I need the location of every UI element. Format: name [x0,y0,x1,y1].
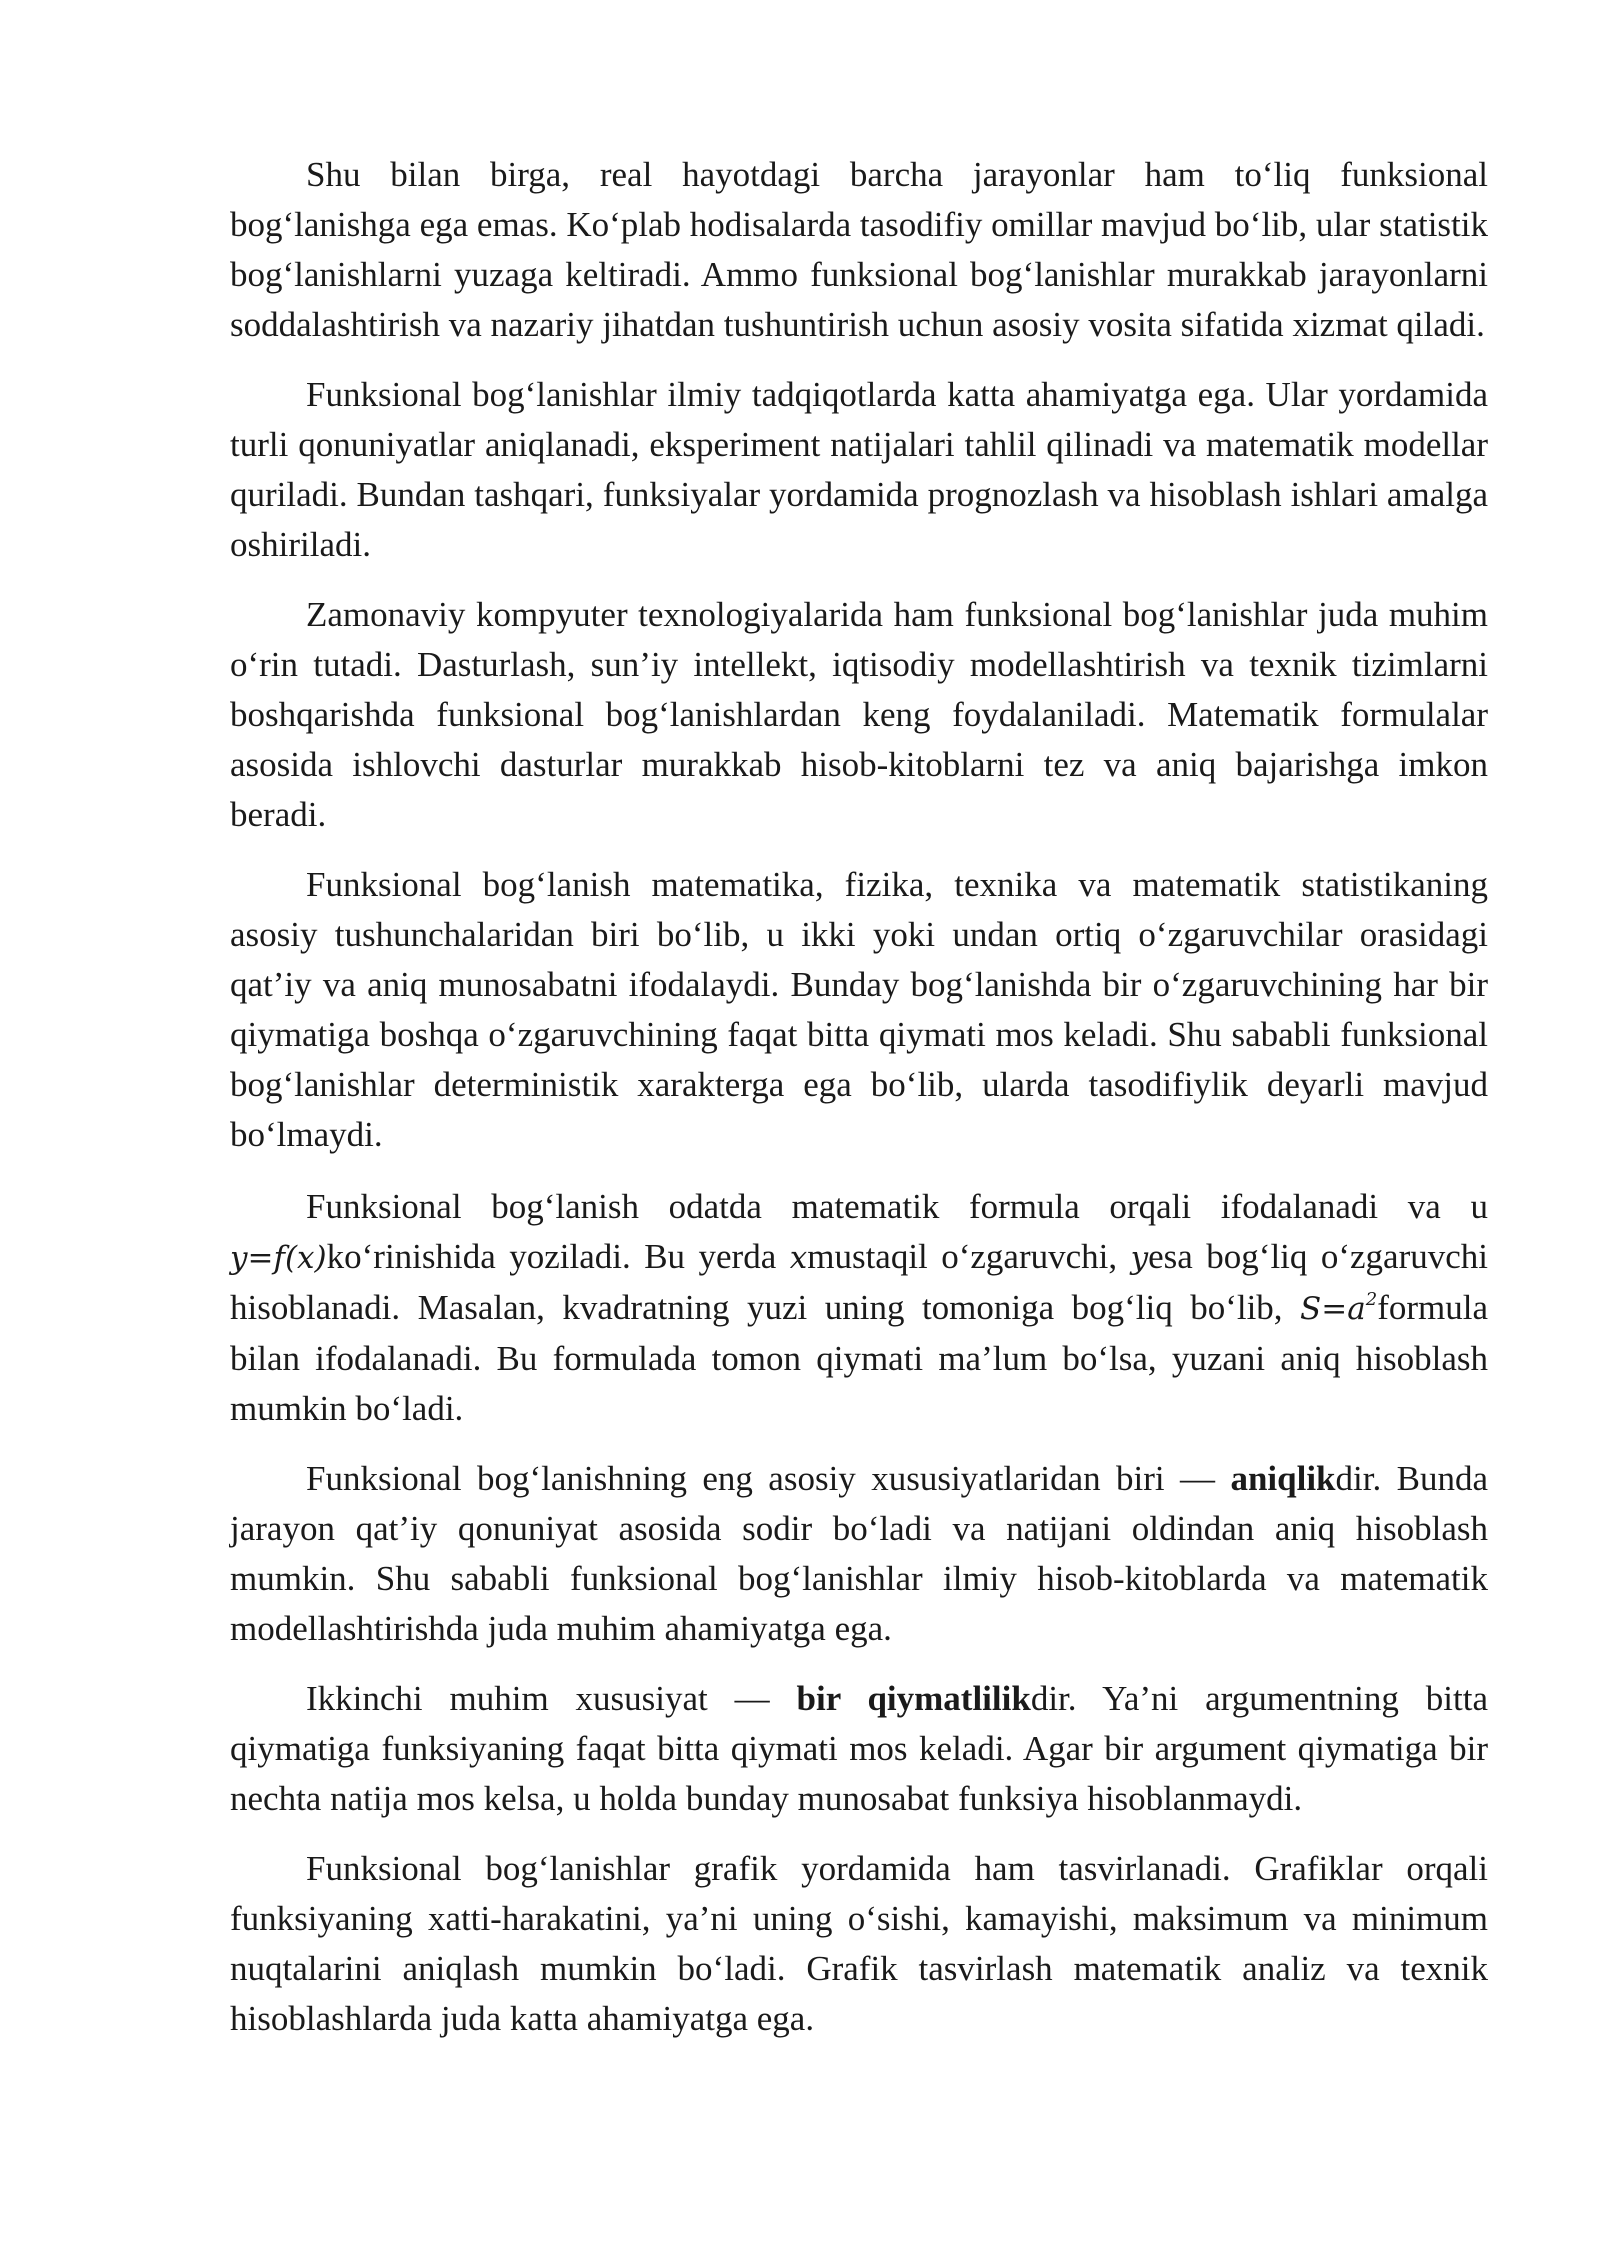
paragraph-7-text-1: Ikkinchi muhim xususiyat — [306,1679,797,1718]
formula-y-equals-f-of-x: y=f(x) [230,1240,327,1276]
paragraph-7 [230,1674,1488,1824]
paragraph-6-text-2: dir. Bunda jarayon qat’iy qonuniyat asosida sodir bo‘ladi va natijani oldindan aniq hisoblash mumkin. Shu sababli funksional bog‘lanishlar ilmiy hisob-kitoblarda va matematik modellashtirishda juda muhim ahamiyatga ega. [230,1459,1488,1648]
formula-s-equals-a-squared [1300,1291,1377,1327]
paragraph-6 [230,1454,1488,1654]
formula-exponent: 2 [1365,1289,1378,1310]
paragraph-5-text-5: formula bilan ifodalanadi. Bu formulada tomon qiymati ma’lum bo‘lsa, yuzani aniq hisoblash mumkin bo‘ladi. [230,1288,1488,1428]
variable-y: y [1130,1240,1149,1276]
paragraph-5-text-2: ko‘rinishida yoziladi. Bu yerda [326,1237,790,1276]
formula-s-equals-a-base: S=a [1300,1291,1366,1327]
term-bir-qiymatlilik: bir qiymatlilik [796,1679,1031,1718]
paragraph-3: Zamonaviy kompyuter texnologiyalarida ham funksional bog‘lanishlar juda muhim o‘rin tutadi. Dasturlash, sun’iy intellekt, iqtisodiy modellashtirish va texnik tizimlarni boshqarishda funksional bog‘lanishlardan keng foydalaniladi. Matematik formulalar asosida ishlovchi dasturlar murakkab hisob-kitoblarni tez va aniq bajarishga imkon beradi. [230,595,1488,834]
paragraph-4: Funksional bog‘lanish matematika, fizika, texnika va matematik statistikaning asosiy tushunchalaridan biri bo‘lib, u ikki yoki undan ortiq o‘zgaruvchilar orasidagi qat’iy va aniq munosabatni ifodalaydi. Bunday bog‘lanishda bir o‘zgaruvchining har bir qiymatiga boshqa o‘zgaruvchining faqat bitta qiymati mos keladi. Shu sababli funksional bog‘lanishlar deterministik xarakterga ega bo‘lib, ularda tasodifiylik deyarli mavjud bo‘lmaydi. [230,865,1488,1154]
paragraph-1: Shu bilan birga, real hayotdagi barcha jarayonlar ham to‘liq funksional bog‘lanishga ega emas. Ko‘plab hodisalarda tasodifiy omillar mavjud bo‘lib, ular statistik bog‘lanishlarni yuzaga keltiradi. Ammo funksional bog‘lanishlar murakkab jarayonlarni soddalashtirish va nazariy jihatdan tushuntirish uchun asosiy vosita sifatida xizmat qiladi. [230,155,1488,344]
paragraph-5-text-1: Funksional bog‘lanish odatda matematik formula orqali ifodalanadi va u [306,1187,1488,1226]
term-aniqlik: aniqlik [1230,1459,1336,1498]
paragraph-8: Funksional bog‘lanishlar grafik yordamida ham tasvirlanadi. Grafiklar orqali funksiyaning xatti-harakatini, ya’ni uning o‘sishi, kamayishi, maksimum va minimum nuqtalarini aniqlash mumkin bo‘ladi. Grafik tasvirlash matematik analiz va texnik hisoblashlarda juda katta ahamiyatga ega. [230,1849,1488,2038]
paragraph-5-text-3: mustaqil o‘zgaruvchi, [807,1237,1131,1276]
document-page [230,150,1488,2064]
paragraph-2: Funksional bog‘lanishlar ilmiy tadqiqotlarda katta ahamiyatga ega. Ular yordamida turli qonuniyatlar aniqlanadi, eksperiment natijalari tahlil qilinadi va matematik modellar quriladi. Bundan tashqari, funksiyalar yordamida prognozlash va hisoblash ishlari amalga oshiriladi. [230,375,1488,564]
paragraph-5 [230,1182,1488,1434]
variable-x: x [789,1240,808,1276]
paragraph-5-text-4: esa bog‘liq o‘zgaruvchi hisoblanadi. Masalan, kvadratning yuzi uning tomoniga bog‘liq bo‘lib, [230,1237,1488,1327]
paragraph-7-text-2: dir. Ya’ni argumentning bitta qiymatiga funksiyaning faqat bitta qiymati mos keladi. Agar bir argument qiymatiga bir nechta natija mos kelsa, u holda bunday munosabat funksiya hisoblanmaydi. [230,1679,1488,1818]
paragraph-6-text-1: Funksional bog‘lanishning eng asosiy xususiyatlaridan biri — [306,1459,1231,1498]
